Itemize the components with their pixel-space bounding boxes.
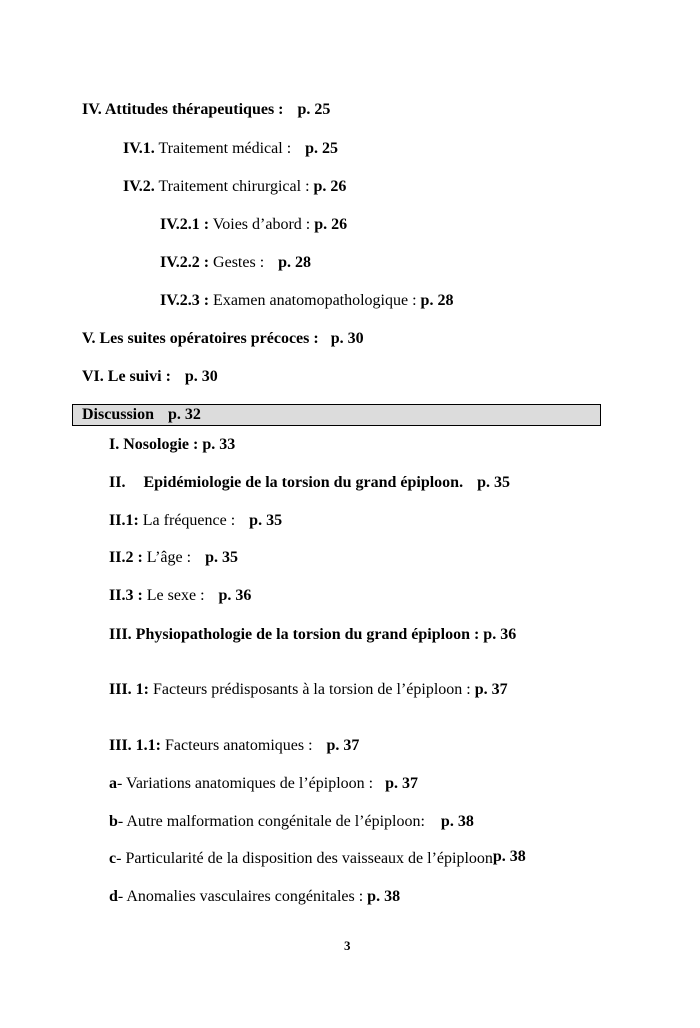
- entry-page: p. 26: [313, 178, 347, 195]
- entry-text: La fréquence :: [142, 512, 236, 529]
- page-number: 3: [344, 938, 351, 953]
- entry-text: Traitement chirurgical :: [158, 178, 310, 195]
- entry-page: p. 35: [205, 549, 238, 566]
- entry-page: p. 38: [440, 813, 474, 830]
- entry-page: p. 26: [314, 216, 348, 233]
- toc-entry-d-iii: [109, 626, 516, 644]
- entry-title: I. Nosologie :: [109, 436, 199, 453]
- entry-page: p. 30: [330, 330, 364, 347]
- toc-entry-d-iii-1: [109, 681, 508, 699]
- entry-number: IV.2.: [123, 178, 155, 195]
- toc-entry-d-b: [109, 813, 474, 831]
- entry-page: p. 30: [184, 368, 218, 385]
- entry-page: p. 37: [385, 775, 418, 792]
- toc-entry-iv-2-3: [160, 292, 453, 310]
- entry-page: p. 36: [218, 587, 252, 604]
- entry-page: p. 37: [474, 681, 508, 698]
- entry-text: Traitement médical :: [158, 140, 292, 157]
- entry-text: - Anomalies vasculaires congénitales :: [117, 888, 364, 905]
- toc-entry-d-ii-3: [109, 587, 251, 605]
- toc-entry-v: [82, 330, 364, 348]
- entry-number: II.: [109, 474, 126, 491]
- toc-entry-d-d: [109, 888, 400, 906]
- entry-letter: a: [109, 775, 117, 792]
- entry-title: Epidémiologie de la torsion du grand épiploon.: [143, 474, 464, 491]
- entry-number: IV.2.1 :: [160, 216, 210, 233]
- toc-entry-d-iii-1-1: [109, 737, 359, 755]
- entry-page: p. 38: [367, 888, 401, 905]
- toc-entry-iv-2: [123, 178, 346, 196]
- entry-page: p. 38: [492, 848, 526, 865]
- toc-entry-d-a: [109, 775, 418, 793]
- toc-entry-iv-2-2: [160, 254, 311, 272]
- entry-number: III. 1.1:: [109, 737, 162, 754]
- toc-entry-iv-1: [123, 140, 338, 158]
- entry-title: V. Les suites opératoires précoces :: [82, 330, 319, 347]
- toc-entry-vi: [82, 368, 218, 386]
- entry-page: p. 28: [420, 292, 454, 309]
- entry-page: p. 25: [305, 140, 339, 157]
- entry-letter: b: [109, 813, 118, 830]
- entry-page: p. 35: [477, 474, 510, 491]
- entry-number: II.3 :: [109, 587, 143, 604]
- entry-text: - Variations anatomiques de l’épiploon :: [117, 775, 374, 792]
- entry-number: IV.1.: [123, 140, 155, 157]
- entry-title: III. Physiopathologie de la torsion du grand épiploon :: [109, 626, 480, 643]
- entry-title: VI. Le suivi :: [82, 368, 171, 385]
- entry-text: Facteurs anatomiques :: [165, 737, 313, 754]
- entry-letter: c: [109, 850, 117, 867]
- entry-page: p. 25: [297, 101, 331, 118]
- entry-number: II.1:: [109, 512, 139, 529]
- toc-entry-d-ii-1: [109, 512, 282, 530]
- toc-entry-iv: [82, 101, 330, 119]
- toc-entry-d-c: [109, 850, 526, 868]
- entry-title: Discussion: [82, 406, 155, 423]
- discussion-heading: [72, 404, 601, 426]
- entry-page: p. 33: [202, 436, 236, 453]
- toc-entry-d-ii-2: [109, 549, 238, 567]
- toc-entry-d-i: [109, 436, 235, 454]
- toc-entry-d-ii: [109, 474, 510, 492]
- entry-text: Le sexe :: [146, 587, 205, 604]
- entry-title: IV. Attitudes thérapeutiques :: [82, 101, 284, 118]
- entry-text: Examen anatomopathologique :: [213, 292, 417, 309]
- entry-page: p. 35: [249, 512, 283, 529]
- entry-text: - Particularité de la disposition des vaisseaux de l’épiploon: [116, 850, 493, 867]
- entry-text: - Autre malformation congénitale de l’épiploon:: [117, 813, 425, 830]
- entry-text: Gestes :: [213, 254, 265, 271]
- entry-text: Voies d’abord :: [212, 216, 311, 233]
- entry-page: p. 37: [326, 737, 360, 754]
- entry-text: L’âge :: [146, 549, 192, 566]
- entry-number: III. 1:: [109, 681, 150, 698]
- entry-page: p. 32: [168, 406, 201, 423]
- entry-letter: d: [109, 888, 118, 905]
- entry-number: IV.2.3 :: [160, 292, 210, 309]
- entry-number: II.2 :: [109, 549, 143, 566]
- entry-page: p. 36: [483, 626, 517, 643]
- toc-entry-iv-2-1: [160, 216, 347, 234]
- entry-text: Facteurs prédisposants à la torsion de l’épiploon :: [153, 681, 471, 698]
- entry-page: p. 28: [278, 254, 312, 271]
- entry-number: IV.2.2 :: [160, 254, 210, 271]
